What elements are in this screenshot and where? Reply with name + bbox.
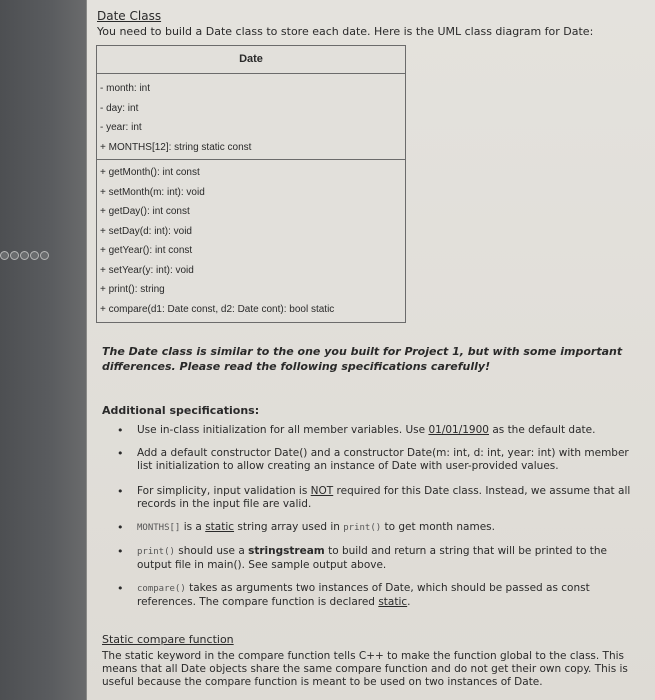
not-emphasis: NOT (310, 485, 334, 497)
uml-attribute: + MONTHS[12]: string static const (100, 141, 252, 153)
uml-operation: + compare(d1: Date const, d2: Date cont): bool static (100, 303, 335, 315)
important-note-line: The Date class is similar to the one you built for Project 1, but with some important (102, 345, 623, 358)
uml-operation: + getMonth(): int const (100, 167, 200, 178)
left-sidebar (0, 0, 87, 700)
sidebar-dot-icon (0, 251, 9, 260)
uml-operation: + getDay(): int const (100, 206, 190, 217)
specifications-list (117, 424, 642, 609)
page-title: Date Class (97, 9, 162, 23)
important-note (102, 344, 642, 374)
document-page (87, 0, 655, 700)
uml-attribute: - day: int (100, 102, 139, 114)
list-item: • compare() takes as arguments two instances of Date, which should be passed as const references. The compare function is declared static. (117, 582, 642, 609)
sidebar-dots (0, 251, 49, 260)
static-compare-heading: Static compare function (102, 633, 234, 646)
sidebar-dot-icon (10, 251, 19, 260)
uml-attribute: - month: int (100, 83, 151, 94)
uml-operation: + print(): string (100, 284, 165, 295)
uml-operation: + setMonth(m: int): void (100, 186, 205, 198)
list-item: • For simplicity, input validation is NOT required for this Date class. Instead, we assume that all records in the input file are valid. (117, 485, 642, 511)
uml-operation: + setDay(d: int): void (100, 225, 192, 237)
uml-operation: + setYear(y: int): void (100, 264, 194, 276)
list-item: • print() should use a stringstream to build and return a string that will be printed to the output file in main(). See sample output above. (117, 545, 642, 572)
uml-operations (97, 160, 405, 322)
list-item: • MONTHS[] is a static string array used in print() to get month names. (117, 521, 642, 535)
list-item: • Use in-class initialization for all member variables. Use 01/01/1900 as the default date. (117, 424, 642, 437)
uml-class-diagram (96, 45, 406, 323)
intro-text: You need to build a Date class to store each date. Here is the UML class diagram for Date: (97, 25, 594, 38)
specifications-heading: Additional specifications: (102, 404, 260, 417)
uml-class-name: Date (97, 46, 405, 74)
uml-attributes (97, 74, 405, 160)
sidebar-dot-icon (20, 251, 29, 260)
list-item: • Add a default constructor Date() and a constructor Date(m: int, d: int, year: int) with member list initialization to allow creating an instance of Date with user-provided values. (117, 447, 642, 473)
sidebar-dot-icon (40, 251, 49, 260)
uml-attribute: - year: int (100, 122, 142, 133)
static-compare-body: The static keyword in the compare function tells C++ to make the function global to the class. This means that all Date objects share the same compare function and do not get their own copy. This is useful because the compare function is meant to be used on two instances of Date. (102, 650, 628, 688)
uml-operation: + getYear(): int const (100, 245, 193, 256)
sidebar-dot-icon (30, 251, 39, 260)
default-date: 01/01/1900 (428, 424, 489, 436)
important-note-line: differences. Please read the following specifications carefully! (102, 360, 491, 373)
